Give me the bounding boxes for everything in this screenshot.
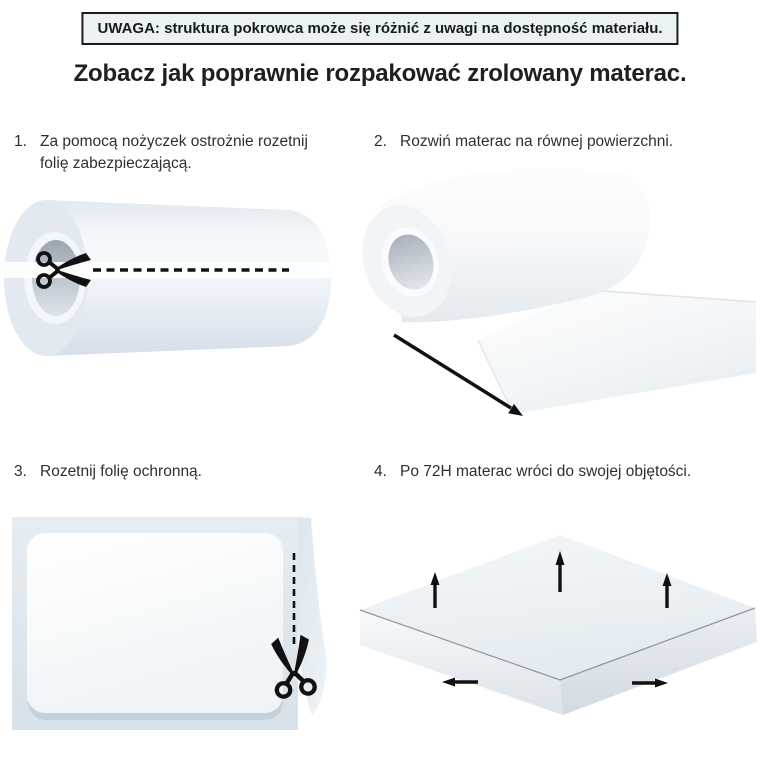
- illustration-step-3-foil-cut: [5, 512, 345, 757]
- step-4-text: Po 72H materac wróci do swojej objętości.: [400, 463, 692, 480]
- step-3-text: Rozetnij folię ochronną.: [40, 463, 202, 480]
- step-1-label: [14, 131, 344, 175]
- illustration-step-4-expanding-mattress: [358, 535, 760, 760]
- step-3-label: [14, 461, 344, 483]
- notice-text: UWAGA: struktura pokrowca może się różnić z uwagi na dostępność materiału.: [97, 20, 663, 37]
- step-3-number: 3.: [14, 463, 27, 480]
- step-4-label: [374, 461, 760, 483]
- flat-mattress: [27, 533, 283, 713]
- step-2-label: [374, 131, 754, 153]
- illustration-step-1-rolled-mattress-cut: [0, 190, 335, 365]
- step-1-text: Za pomocą nożyczek ostrożnie rozetnij folię zabezpieczającą.: [40, 133, 308, 172]
- step-2-number: 2.: [374, 133, 387, 150]
- notice-banner: [81, 12, 678, 45]
- page-title: Zobacz jak poprawnie rozpakować zrolowany materac.: [73, 60, 687, 87]
- step-1-number: 1.: [14, 133, 27, 150]
- step-2-text: Rozwiń materac na równej powierzchni.: [400, 133, 674, 150]
- step-4-number: 4.: [374, 463, 387, 480]
- illustration-step-2-unrolling-mattress: [362, 162, 758, 427]
